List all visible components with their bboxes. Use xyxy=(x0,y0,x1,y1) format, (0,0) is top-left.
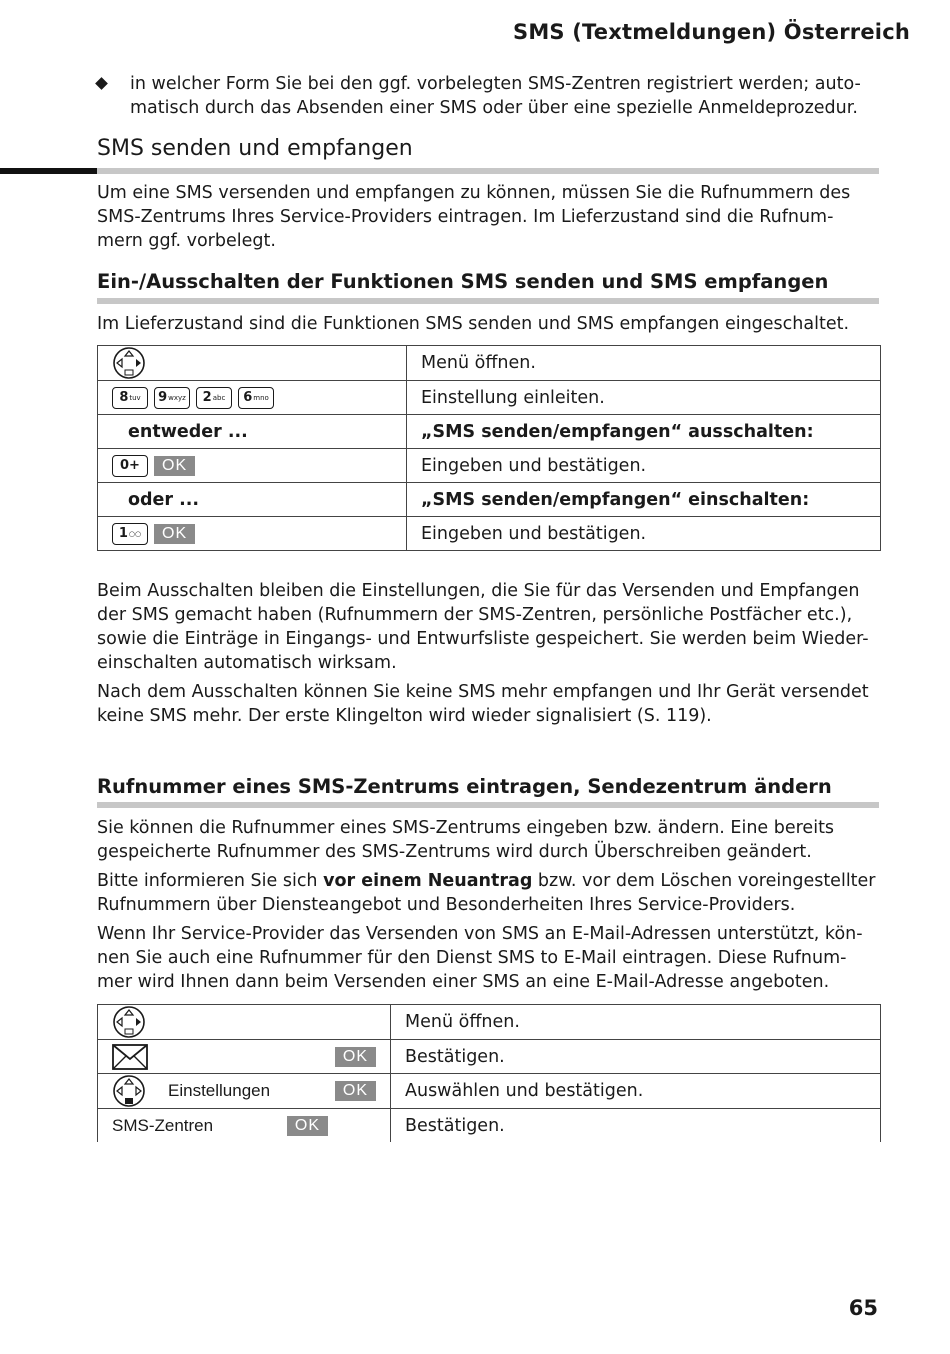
para-line: Nach dem Ausschalten können Sie keine SMS mehr empfangen und Ihr Gerät versendet xyxy=(97,682,869,702)
ok-button[interactable]: OK xyxy=(154,524,195,544)
key-8-icon[interactable] xyxy=(112,387,148,409)
section-sms-paragraph xyxy=(97,181,882,253)
step-keys xyxy=(98,517,407,551)
table-row xyxy=(98,415,881,449)
navigation-key-icon[interactable] xyxy=(112,346,146,380)
ok-button[interactable]: OK xyxy=(154,456,195,476)
step-description: „SMS senden/empfangen“ ausschalten: xyxy=(407,415,881,449)
envelope-icon[interactable] xyxy=(112,1044,148,1070)
para-line: sowie die Einträge in Eingangs- und Entwurfsliste gespeichert. Sie werden beim Wieder- xyxy=(97,629,869,649)
para-line: der SMS gemacht haben (Rufnummern der SMS-Zentren, persönliche Postfächer etc.), xyxy=(97,605,853,625)
para-line: keine SMS mehr. Der erste Klingelton wird wieder signalisiert (S. 119). xyxy=(97,706,712,726)
section-center-title: Rufnummer eines SMS-Zentrums eintragen, Sendezentrum ändern xyxy=(97,775,832,798)
key-6-icon[interactable] xyxy=(238,387,274,409)
para-line: Sie können die Rufnummer eines SMS-Zentrums eingeben bzw. ändern. Eine bereits xyxy=(97,818,835,838)
ok-button[interactable]: OK xyxy=(335,1047,376,1067)
page-number: 65 xyxy=(848,1296,878,1320)
step-description: Bestätigen. xyxy=(391,1109,881,1143)
table-row xyxy=(98,381,881,415)
step-description: „SMS senden/empfangen“ einschalten: xyxy=(407,483,881,517)
section-rule-marker xyxy=(0,168,97,174)
step-keys xyxy=(98,449,407,483)
para-line: Wenn Ihr Service-Provider das Versenden von SMS an E-Mail-Adressen unterstützt, kön- xyxy=(97,924,863,944)
table-row xyxy=(98,449,881,483)
table-row xyxy=(98,1074,881,1109)
key-digit: 6 xyxy=(243,390,253,405)
key-letters: abc xyxy=(212,393,226,402)
table-row xyxy=(98,1040,881,1074)
section-toggle-after xyxy=(97,579,882,675)
step-keys xyxy=(98,1040,391,1074)
table-row xyxy=(98,517,881,551)
key-digit: 1 xyxy=(118,526,128,541)
step-keys xyxy=(98,1074,391,1109)
key-0-icon[interactable]: 0+ xyxy=(112,455,148,477)
section-rule xyxy=(97,298,879,304)
center-steps-table xyxy=(97,1004,881,1142)
intro-bullet-text: in welcher Form Sie bei den ggf. vorbelegten SMS-Zentren registriert werden; auto- matisch durch das Absenden einer SMS oder über eine spezielle Anmeldeprozedur. xyxy=(130,74,861,118)
menu-item-label: Einstellungen xyxy=(168,1081,271,1100)
para-line: Rufnummern über Diensteangebot und Besonderheiten Ihres Service-Providers. xyxy=(97,895,796,915)
step-description: Eingeben und bestätigen. xyxy=(407,449,881,483)
section-sms-title: SMS senden und empfangen xyxy=(97,136,413,161)
step-keys xyxy=(98,1005,391,1040)
toggle-steps-table xyxy=(97,345,881,551)
para-line: Beim Ausschalten bleiben die Einstellungen, die Sie für das Versenden und Empfangen xyxy=(97,581,860,601)
section-rule xyxy=(97,802,879,808)
table-row xyxy=(98,483,881,517)
step-description: Menü öffnen. xyxy=(407,346,881,381)
navigation-key-icon[interactable] xyxy=(112,1005,146,1039)
step-option-label: oder ... xyxy=(98,483,407,517)
key-letters: wxyz xyxy=(168,393,186,402)
para-line: Um eine SMS versenden und empfangen zu können, müssen Sie die Rufnummern des xyxy=(97,183,851,203)
navigation-key-down-icon[interactable] xyxy=(112,1074,146,1108)
key-2-icon[interactable] xyxy=(196,387,232,409)
intro-bullet xyxy=(97,72,887,120)
step-keys xyxy=(98,381,407,415)
text-run-bold: vor einem Neuantrag xyxy=(323,871,533,891)
key-9-icon[interactable] xyxy=(154,387,190,409)
para-line: nen Sie auch eine Rufnummer für den Dienst SMS to E-Mail eintragen. Diese Rufnum- xyxy=(97,948,847,968)
section-toggle-after2 xyxy=(97,680,882,728)
key-digit: 9 xyxy=(158,390,168,405)
key-digit: 2 xyxy=(202,390,212,405)
menu-item-label: SMS-Zentren xyxy=(112,1115,214,1135)
para-line: SMS-Zentrums Ihres Service-Providers eintragen. Im Lieferzustand sind die Rufnum- xyxy=(97,207,834,227)
key-letters: tuv xyxy=(129,393,141,402)
para-line: einschalten automatisch wirksam. xyxy=(97,653,397,673)
step-keys xyxy=(98,346,407,381)
para-line: mer wird Ihnen dann beim Versenden einer SMS an eine E-Mail-Adresse angeboten. xyxy=(97,972,830,992)
key-letters: mno xyxy=(253,393,269,402)
table-row xyxy=(98,1005,881,1040)
section-center-p3 xyxy=(97,922,882,994)
step-keys xyxy=(98,1109,391,1143)
section-center-p1 xyxy=(97,816,882,864)
step-description: Menü öffnen. xyxy=(391,1005,881,1040)
section-center-p2 xyxy=(97,869,882,917)
ok-button[interactable]: OK xyxy=(287,1116,328,1136)
text-run: Bitte informieren Sie sich xyxy=(97,871,324,891)
bullet-diamond-icon xyxy=(95,77,108,90)
table-row xyxy=(98,1109,881,1143)
section-rule xyxy=(97,168,879,174)
page-header-title: SMS (Textmeldungen) Österreich xyxy=(513,20,910,44)
para-line xyxy=(97,869,882,893)
para-line: gespeicherte Rufnummer des SMS-Zentrums wird durch Überschreiben geändert. xyxy=(97,842,812,862)
table-row xyxy=(98,346,881,381)
text-run: bzw. vor dem Löschen voreingestellter xyxy=(532,871,876,891)
section-toggle-intro: Im Lieferzustand sind die Funktionen SMS senden und SMS empfangen eingeschaltet. xyxy=(97,314,850,334)
step-description: Bestätigen. xyxy=(391,1040,881,1074)
section-toggle-title: Ein-/Ausschalten der Funktionen SMS senden und SMS empfangen xyxy=(97,270,829,293)
step-option-label: entweder ... xyxy=(98,415,407,449)
para-line: mern ggf. vorbelegt. xyxy=(97,231,276,251)
step-description: Auswählen und bestätigen. xyxy=(391,1074,881,1109)
key-digit: 8 xyxy=(119,390,129,405)
step-description: Eingeben und bestätigen. xyxy=(407,517,881,551)
ok-button[interactable]: OK xyxy=(335,1081,376,1101)
step-description: Einstellung einleiten. xyxy=(407,381,881,415)
voicemail-icon: ○○ xyxy=(128,529,142,538)
key-1-voicemail-icon[interactable] xyxy=(112,523,148,545)
